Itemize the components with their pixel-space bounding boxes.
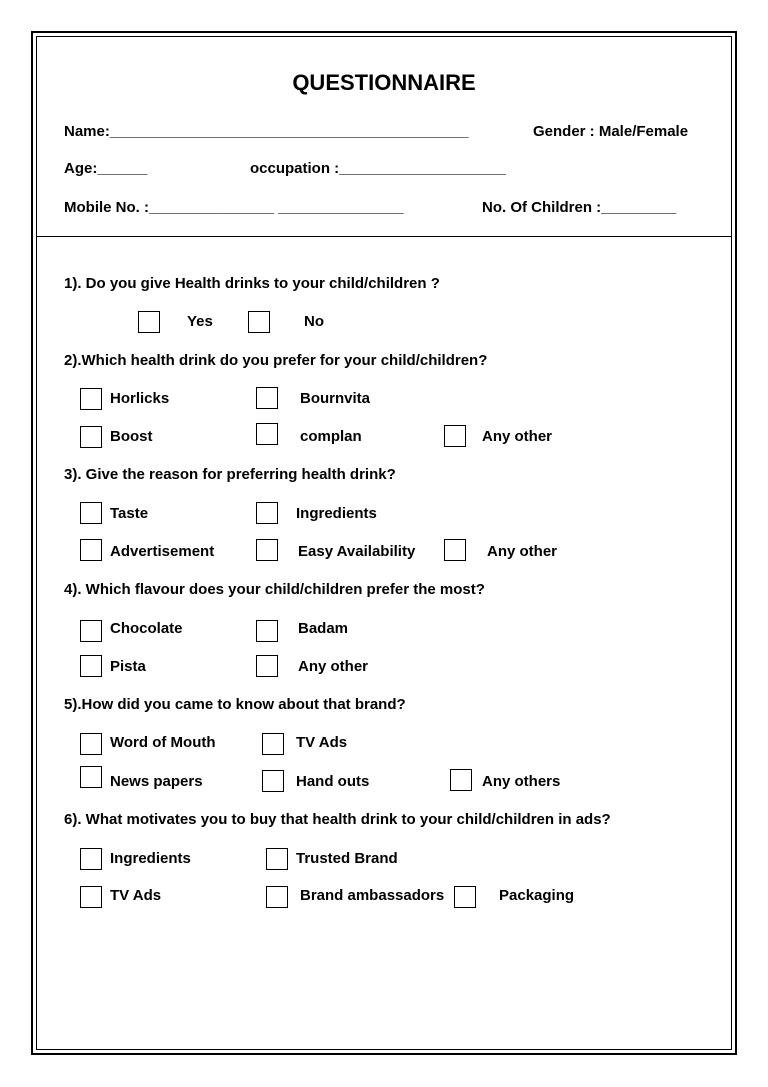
- option-label: Taste: [110, 505, 149, 522]
- checkbox-q5-news-papers[interactable]: [80, 766, 102, 788]
- checkbox-q6-trusted-brand[interactable]: [266, 848, 288, 870]
- option-label: Easy Availability: [298, 543, 416, 560]
- question-1: 1). Do you give Health drinks to your child/children ?: [64, 275, 440, 292]
- checkbox-q2-any-other[interactable]: [444, 425, 466, 447]
- option-label: complan: [300, 428, 362, 445]
- option-label: Ingredients: [110, 850, 191, 867]
- checkbox-q2-boost[interactable]: [80, 426, 102, 448]
- checkbox-q5-tv-ads[interactable]: [262, 733, 284, 755]
- question-2: 2).Which health drink do you prefer for your child/children?: [64, 352, 488, 369]
- option-label: Any other: [487, 543, 558, 560]
- option-label: Word of Mouth: [110, 734, 216, 751]
- option-label: Yes: [187, 313, 213, 330]
- option-label: Ingredients: [296, 505, 377, 522]
- checkbox-q4-badam[interactable]: [256, 620, 278, 642]
- option-label: Pista: [110, 658, 146, 675]
- header-divider: [36, 236, 732, 237]
- option-label: Bournvita: [300, 390, 371, 407]
- age-field[interactable]: Age:______: [64, 160, 148, 177]
- checkbox-q2-horlicks[interactable]: [80, 388, 102, 410]
- option-label: TV Ads: [296, 734, 348, 751]
- option-label: Hand outs: [296, 773, 370, 790]
- checkbox-q3-advertisement[interactable]: [80, 539, 102, 561]
- option-label: Badam: [298, 620, 349, 637]
- option-label: TV Ads: [110, 887, 162, 904]
- checkbox-q5-any-others[interactable]: [450, 769, 472, 791]
- children-count-field[interactable]: No. Of Children :_________: [482, 199, 677, 216]
- checkbox-q4-pista[interactable]: [80, 655, 102, 677]
- option-label: Any other: [482, 428, 553, 445]
- option-label: Boost: [110, 428, 153, 445]
- question-3: 3). Give the reason for preferring health drink?: [64, 466, 396, 483]
- checkbox-q1-no[interactable]: [248, 311, 270, 333]
- option-label: News papers: [110, 773, 203, 790]
- checkbox-q3-easy-availability[interactable]: [256, 539, 278, 561]
- option-label: Horlicks: [110, 390, 170, 407]
- option-label: Any other: [298, 658, 369, 675]
- checkbox-q4-any-other[interactable]: [256, 655, 278, 677]
- checkbox-q4-chocolate[interactable]: [80, 620, 102, 642]
- checkbox-q3-any-other[interactable]: [444, 539, 466, 561]
- option-label: Advertisement: [110, 543, 215, 560]
- checkbox-q6-brand-ambassadors[interactable]: [266, 886, 288, 908]
- option-label: Brand ambassadors: [300, 887, 445, 904]
- checkbox-q2-complan[interactable]: [256, 423, 278, 445]
- checkbox-q6-packaging[interactable]: [454, 886, 476, 908]
- checkbox-q3-taste[interactable]: [80, 502, 102, 524]
- option-label: Any others: [482, 773, 561, 790]
- option-label: Chocolate: [110, 620, 183, 637]
- checkbox-q6-ingredients[interactable]: [80, 848, 102, 870]
- option-label: Trusted Brand: [296, 850, 398, 867]
- name-field[interactable]: Name:___________________________________________: [64, 123, 469, 140]
- checkbox-q1-yes[interactable]: [138, 311, 160, 333]
- option-label: No: [304, 313, 324, 330]
- checkbox-q3-ingredients[interactable]: [256, 502, 278, 524]
- question-4: 4). Which flavour does your child/children prefer the most?: [64, 581, 485, 598]
- question-6: 6). What motivates you to buy that health drink to your child/children in ads?: [64, 811, 611, 828]
- mobile-field[interactable]: Mobile No. :_______________ _______________: [64, 199, 404, 216]
- question-5: 5).How did you came to know about that brand?: [64, 696, 406, 713]
- occupation-field[interactable]: occupation :____________________: [250, 160, 507, 177]
- option-label: Packaging: [499, 887, 575, 904]
- checkbox-q5-hand-outs[interactable]: [262, 770, 284, 792]
- checkbox-q6-tv-ads[interactable]: [80, 886, 102, 908]
- checkbox-q5-word-of-mouth[interactable]: [80, 733, 102, 755]
- gender-field[interactable]: Gender : Male/Female: [533, 123, 689, 140]
- checkbox-q2-bournvita[interactable]: [256, 387, 278, 409]
- page-title: QUESTIONNAIRE: [292, 70, 476, 95]
